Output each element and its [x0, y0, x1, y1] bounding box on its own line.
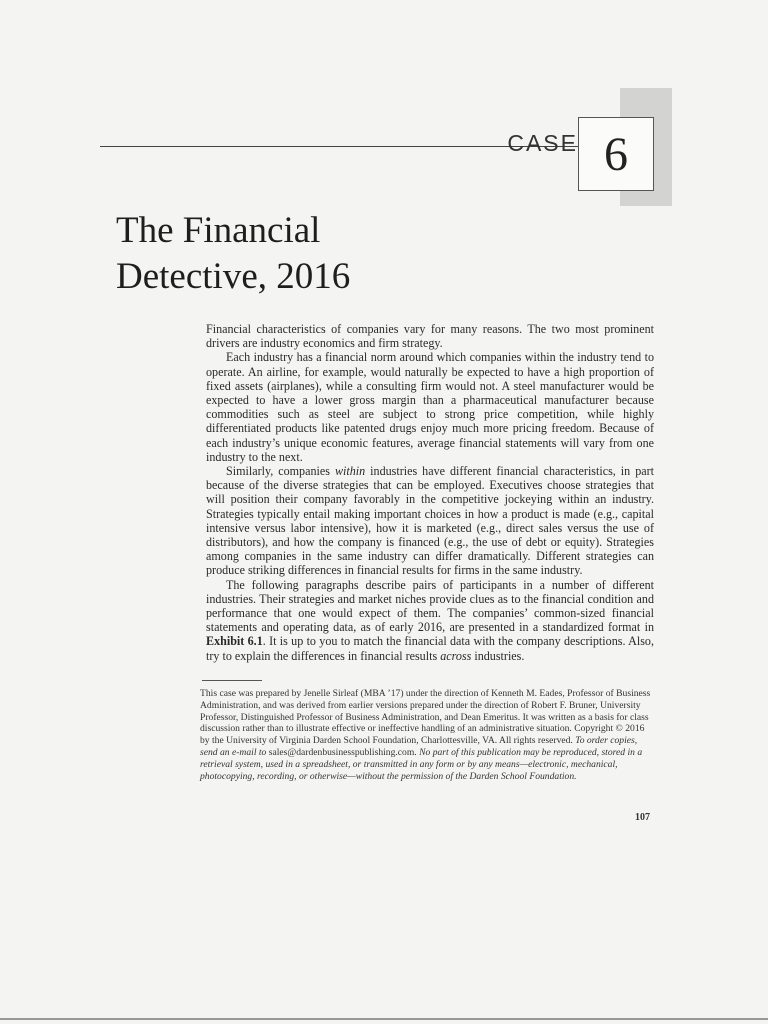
- paragraph-4-middle: . It is up to you to match the financial data with the company descriptions. Also, try to explain the differences in financial results: [206, 634, 654, 663]
- paragraph-4-end: industries.: [471, 648, 525, 663]
- paragraph-3: [206, 464, 654, 578]
- paragraph-2: Each industry has a financial norm around which companies within the industry tend to operate. An airline, for example, would naturally be expected to have a high proportion of fixed assets (airplanes), while a consulting firm would not. A steel manufacturer would be expected to have a lower gross margin than a pharmaceutical manufacturer because commodities such as steel are subject to strong price competition, while highly differentiated products like patented drugs enjoy much more pricing freedom. Because of each industry’s unique economic features, average financial statements will vary from one industry to the next.: [206, 350, 654, 464]
- case-number: 6: [604, 127, 628, 181]
- exhibit-reference: Exhibit 6.1: [206, 634, 263, 649]
- paragraph-4: [206, 578, 654, 663]
- page-title: [116, 208, 476, 300]
- paragraph-4-emphasis: across: [440, 648, 472, 663]
- title-line-2: Detective, 2016: [116, 256, 351, 297]
- body-text: [206, 322, 654, 663]
- footnote-part-1: This case was prepared by Jenelle Sirleaf (MBA ’17) under the direction of Kenneth M. Eades, Professor of Business Administration, and was derived from earlier versions prepared under the direction of Robert F. Bruner, University Professor, Distinguished Professor of Business Administration, and Dean Emeritus. It was written as a basis for class discussion rather than to illustrate effective or ineffective handling of an administrative situation. Copyright © 2016 by the University of Virginia Darden School Foundation, Charlottesville, VA. All rights reserved.: [200, 688, 651, 747]
- case-number-box: [578, 117, 654, 191]
- paragraph-3-emphasis: within: [334, 464, 366, 479]
- paragraph-4-start: The following paragraphs describe pairs of participants in a number of different industries. Their strategies and market niches provide clues as to the financial condition and performance that one would expect of them. The companies’ common-sized financial statements and operating data, as of early 2016, are presented in a standardized format in: [206, 577, 654, 635]
- footnote-order-text: To order copies, send an e-mail to: [200, 735, 638, 758]
- paragraph-3-rest: industries have different financial characteristics, in part because of the diverse strategies that can be employed. Executives choose strategies that will position their company favorably in the competitive jockeying within an industry. Strategies typically entail making important choices in how a product is made (e.g., capital intensive versus labor intensive), how it is marketed (e.g., direct sales versus the use of distributors), and how the company is financed (e.g., the use of debt or equity). Strategies among companies in the same industry can differ dramatically. Different strategies can produce striking differences in financial results for firms in the same industry.: [206, 464, 654, 578]
- footnote: [200, 688, 654, 782]
- paragraph-1: Financial characteristics of companies vary for many reasons. The two most prominent drivers are industry economics and firm strategy.: [206, 322, 654, 351]
- paragraph-3-start: Similarly, companies: [226, 464, 335, 479]
- case-label: CASE: [507, 130, 578, 156]
- footnote-rule: [202, 680, 262, 681]
- title-line-1: The Financial: [116, 210, 321, 251]
- scan-bottom-edge: [0, 1018, 768, 1020]
- footnote-rights-text: No part of this publication may be reproduced, stored in a retrieval system, used in a spreadsheet, or transmitted in any form or by any means—electronic, mechanical, photocopying, recording, or otherwise—without the permission of the Darden School Foundation.: [200, 746, 643, 782]
- page-number: 107: [635, 812, 650, 823]
- footnote-email: sales@dardenbusinesspublishing.com.: [266, 746, 420, 758]
